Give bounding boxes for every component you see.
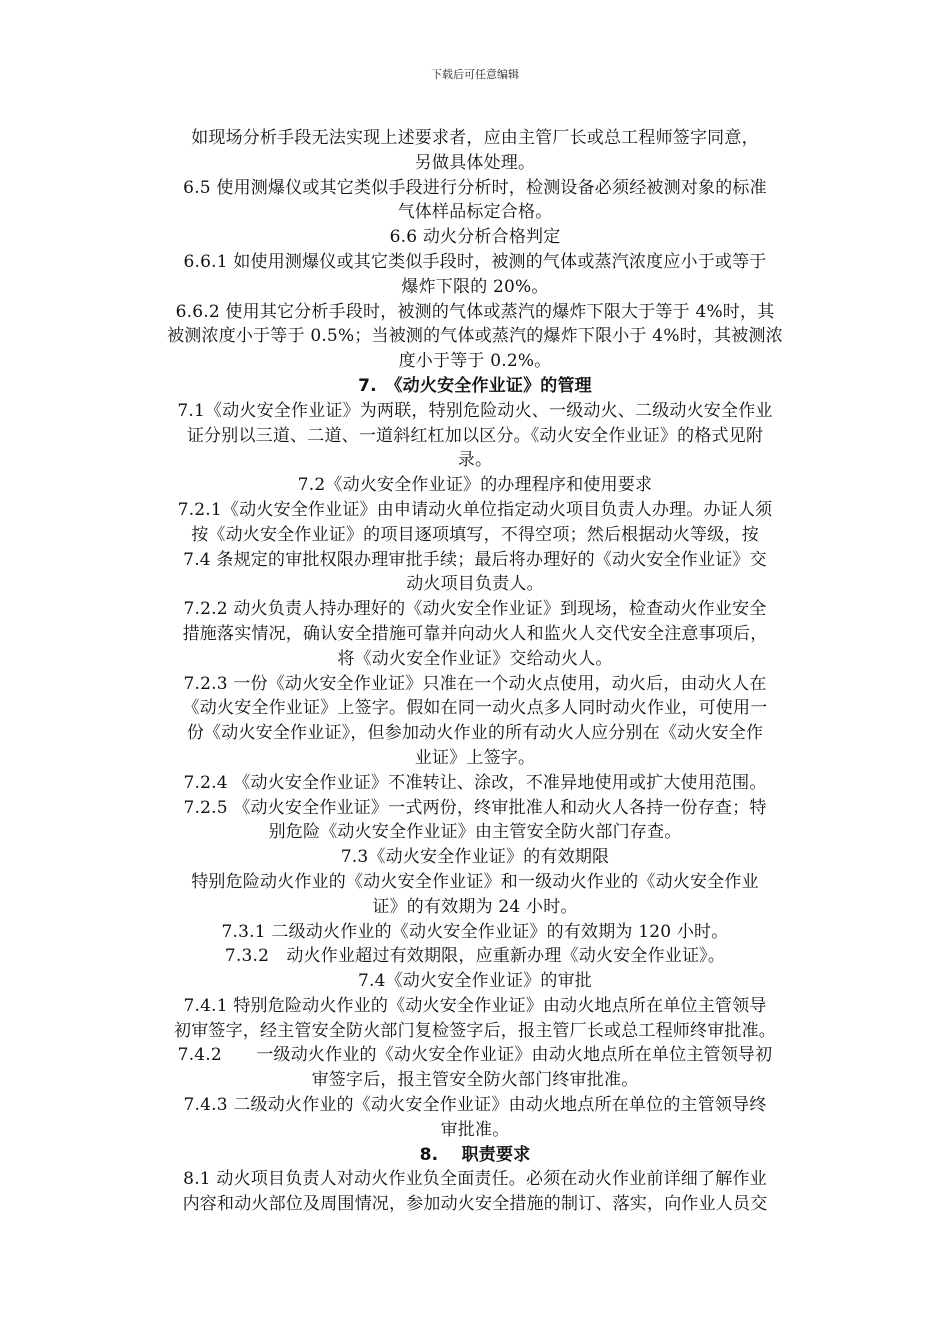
section-7-1-line: 7.1《动火安全作业证》为两联，特别危险动火、一级动火、二级动火安全作业 xyxy=(177,400,773,421)
section-7-4-3-line: 7.4.3 二级动火作业的《动火安全作业证》由动火地点所在单位的主管领导终 xyxy=(183,1095,767,1116)
section-6-5-line: 6.5 使用测爆仪或其它类似手段进行分析时，检测设备必须经被测对象的标准 xyxy=(183,177,767,198)
paragraph-line: 初审签字，经主管安全防火部门复检签字后，报主管厂长或总工程师终审批准。 xyxy=(174,1020,776,1041)
paragraph-line: 内容和动火部位及周围情况，参加动火安全措施的制订、落实，向作业人员交 xyxy=(182,1194,768,1215)
section-8-1-line: 8.1 动火项目负责人对动火作业负全面责任。必须在动火作业前详细了解作业 xyxy=(183,1169,767,1190)
paragraph-line: 将《动火安全作业证》交给动火人。 xyxy=(337,648,613,669)
document-body xyxy=(145,126,805,1217)
subheading-7-2: 7.2《动火安全作业证》的办理程序和使用要求 xyxy=(297,475,653,496)
page-header: 下载后可任意编辑 xyxy=(431,68,519,81)
paragraph-line: 措施落实情况，确认安全措施可靠并向动火人和监火人交代安全注意事项后， xyxy=(182,623,768,644)
paragraph-line: 份《动火安全作业证》，但参加动火作业的所有动火人应分别在《动火安全作 xyxy=(186,723,764,744)
section-7-4-1-line: 7.4.1 特别危险动火作业的《动火安全作业证》由动火地点所在单位主管领导 xyxy=(183,995,767,1016)
paragraph-line: 证分别以三道、二道、一道斜红杠加以区分。《动火安全作业证》的格式见附 xyxy=(186,425,764,446)
paragraph-line: 爆炸下限的 20%。 xyxy=(401,276,549,297)
paragraph-line: 按《动火安全作业证》的项目逐项填写，不得空项；然后根据动火等级，按 xyxy=(191,524,759,545)
paragraph-line: 特别危险动火作业的《动火安全作业证》和一级动火作业的《动火安全作业 xyxy=(191,871,759,892)
heading-section-7: 7. 《动火安全作业证》的管理 xyxy=(358,375,592,396)
paragraph-line: 另做具体处理。 xyxy=(414,152,536,173)
subheading-7-3: 7.3《动火安全作业证》的有效期限 xyxy=(340,847,610,868)
paragraph-line: 别危险《动火安全作业证》由主管安全防火部门存查。 xyxy=(268,822,682,843)
paragraph-line: 证》的有效期为 24 小时。 xyxy=(372,896,578,917)
paragraph-line: 《动火安全作业证》上签字。假如在同一动火点多人同时动火作业，可使用一 xyxy=(182,698,768,719)
paragraph-line: 动火项目负责人。 xyxy=(406,574,544,595)
paragraph-line: 业证》上签字。 xyxy=(414,747,536,768)
subheading-6-6: 6.6 动火分析合格判定 xyxy=(389,227,561,248)
paragraph-line: 度小于等于 0.2%。 xyxy=(398,351,552,372)
subheading-7-4: 7.4《动火安全作业证》的审批 xyxy=(357,971,593,992)
paragraph-line: 气体样品标定合格。 xyxy=(397,202,553,223)
heading-section-8: 8. 职责要求 xyxy=(419,1144,531,1165)
paragraph-line: 如现场分析手段无法实现上述要求者，应由主管厂长或总工程师签字同意， xyxy=(191,128,759,148)
section-7-3-1-line: 7.3.1 二级动火作业的《动火安全作业证》的有效期为 120 小时。 xyxy=(221,921,729,942)
paragraph-line: 录。 xyxy=(457,450,493,471)
paragraph-line: 7.4 条规定的审批权限办理审批手续；最后将办理好的《动火安全作业证》交 xyxy=(183,549,767,570)
section-6-6-1-line: 6.6.1 如使用测爆仪或其它类似手段时，被测的气体或蒸汽浓度应小于或等于 xyxy=(183,251,767,272)
section-7-3-2-line: 7.3.2 动火作业超过有效期限，应重新办理《动火安全作业证》。 xyxy=(224,946,726,967)
section-7-2-2-line: 7.2.2 动火负责人持办理好的《动火安全作业证》到现场，检查动火作业安全 xyxy=(183,599,767,620)
section-7-2-1-line: 7.2.1《动火安全作业证》由申请动火单位指定动火项目负责人办理。办证人须 xyxy=(177,499,773,520)
paragraph-line: 被测浓度小于等于 0.5%；当被测的气体或蒸汽的爆炸下限小于 4%时，其被测浓 xyxy=(167,326,783,347)
section-6-6-2-line: 6.6.2 使用其它分析手段时，被测的气体或蒸汽的爆炸下限大于等于 4%时，其 xyxy=(175,301,775,322)
section-7-4-2-line: 7.4.2 一级动火作业的《动火安全作业证》由动火地点所在单位主管领导初 xyxy=(177,1045,773,1066)
paragraph-line: 审签字后，报主管安全防火部门终审批准。 xyxy=(311,1070,639,1091)
section-7-2-5-line: 7.2.5 《动火安全作业证》一式两份，终审批准人和动火人各持一份存查；特 xyxy=(183,797,767,818)
section-7-2-3-line: 7.2.3 一份《动火安全作业证》只准在一个动火点使用，动火后，由动火人在 xyxy=(183,673,767,694)
section-7-2-4-line: 7.2.4 《动火安全作业证》不准转让、涂改，不准异地使用或扩大使用范围。 xyxy=(183,772,767,793)
paragraph-line: 审批准。 xyxy=(440,1119,510,1140)
